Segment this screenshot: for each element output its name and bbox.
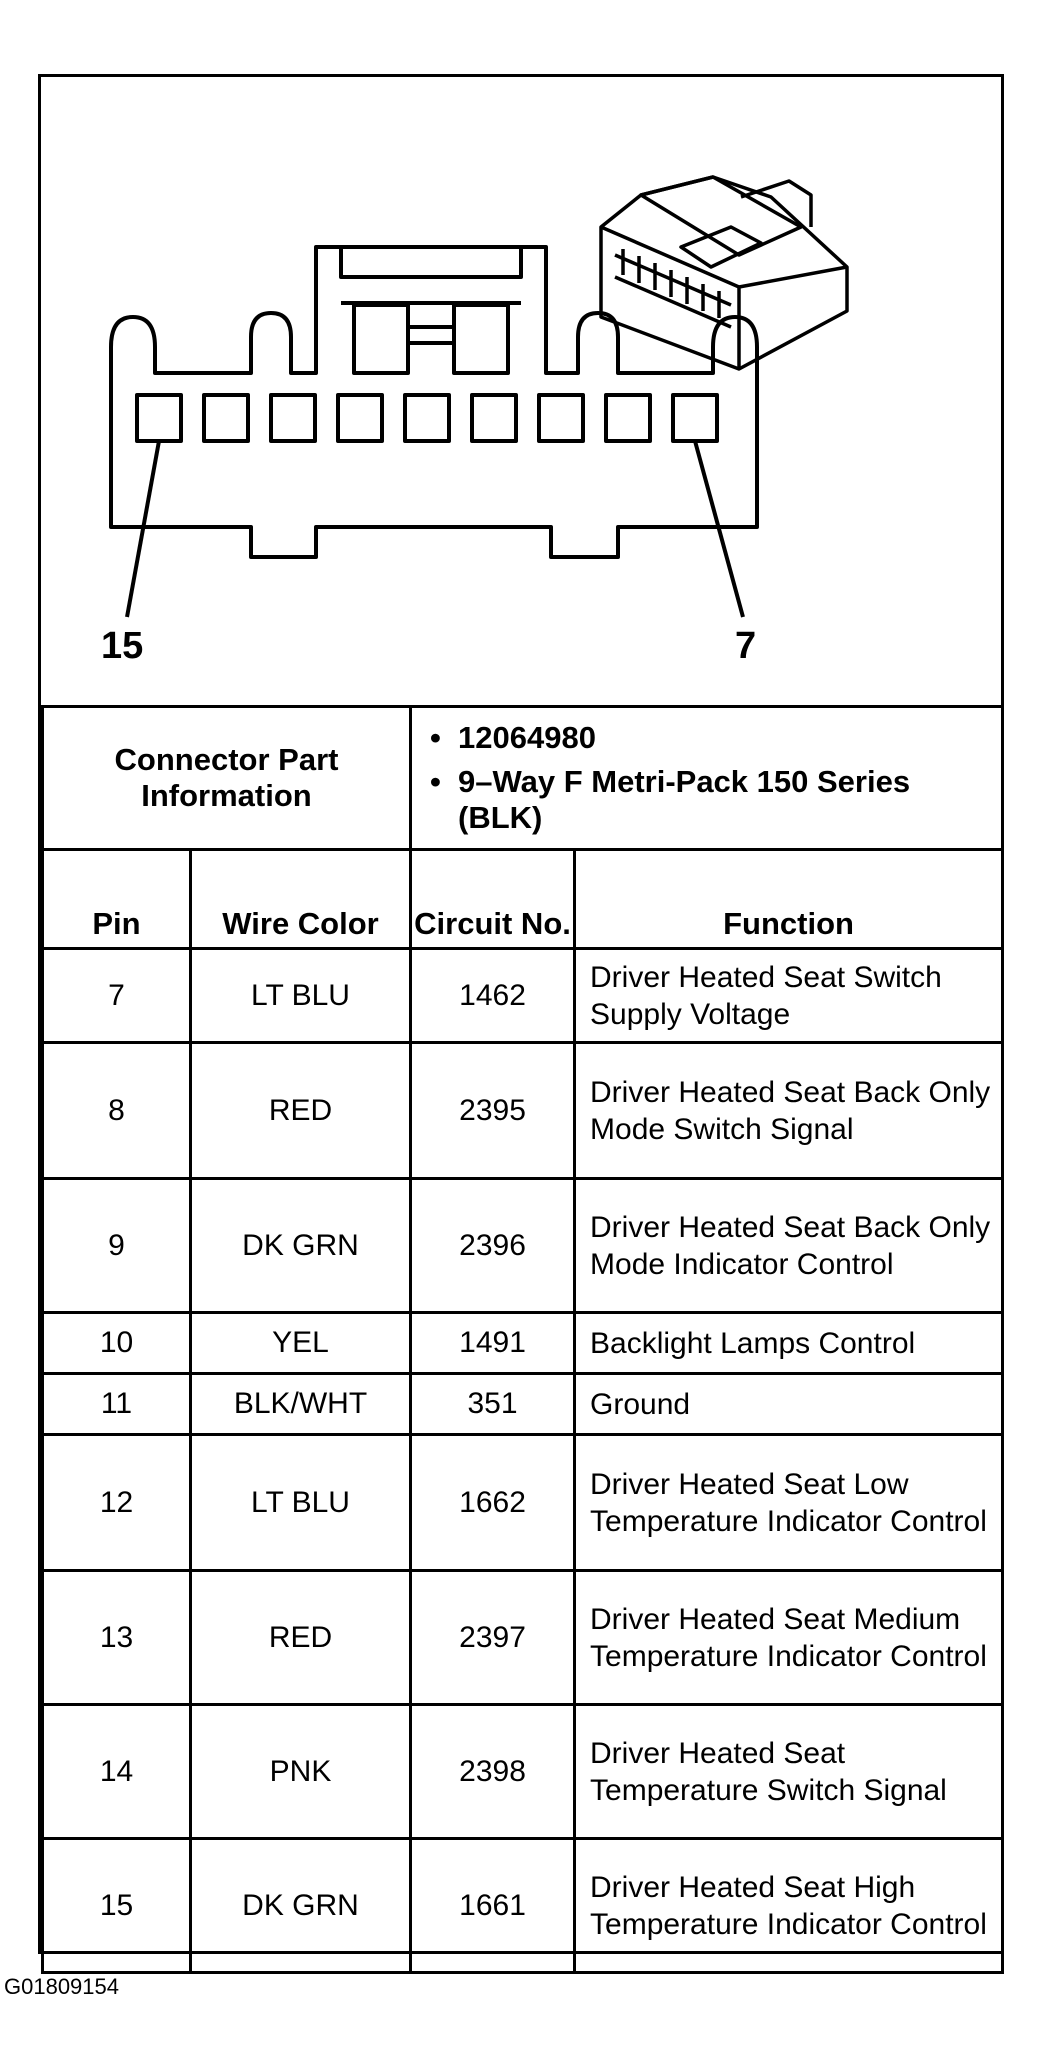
- pin-cell: 11: [43, 1374, 191, 1435]
- pinout-table: [41, 705, 1004, 1974]
- connector-part-info-label: Connector Part Information: [43, 707, 411, 850]
- circuit-cell: 2397: [411, 1571, 575, 1705]
- header-circuit-no: Circuit No.: [411, 850, 575, 949]
- table-row: [43, 1705, 1003, 1839]
- table-row: [43, 1839, 1003, 1973]
- pin-cell: 12: [43, 1435, 191, 1571]
- connector-info-row: [43, 707, 1003, 850]
- connector-3d-view: [601, 177, 847, 369]
- wire-color-cell: RED: [191, 1043, 411, 1179]
- circuit-cell: 1491: [411, 1313, 575, 1374]
- pin-label-15: 15: [101, 625, 144, 667]
- circuit-cell: 351: [411, 1374, 575, 1435]
- function-cell: Driver Heated Seat Low Temperature Indicator Control: [575, 1435, 1003, 1571]
- table-row: [43, 1435, 1003, 1571]
- function-cell: Driver Heated Seat Switch Supply Voltage: [575, 949, 1003, 1043]
- pin-label-7: 7: [735, 625, 757, 667]
- function-cell: Driver Heated Seat High Temperature Indicator Control: [575, 1839, 1003, 1973]
- pin-cell: 10: [43, 1313, 191, 1374]
- wire-color-cell: PNK: [191, 1705, 411, 1839]
- table-row: [43, 1313, 1003, 1374]
- pin-cell: 8: [43, 1043, 191, 1179]
- header-function: Function: [575, 850, 1003, 949]
- wire-color-cell: DK GRN: [191, 1839, 411, 1973]
- figure-id: G01809154: [4, 1974, 119, 1999]
- function-cell: Driver Heated Seat Medium Temperature Indicator Control: [575, 1571, 1003, 1705]
- table-row: [43, 1179, 1003, 1313]
- circuit-cell: 2398: [411, 1705, 575, 1839]
- circuit-cell: 2395: [411, 1043, 575, 1179]
- wire-color-cell: DK GRN: [191, 1179, 411, 1313]
- pin-cell: 7: [43, 949, 191, 1043]
- wire-color-cell: BLK/WHT: [191, 1374, 411, 1435]
- table-row: [43, 1571, 1003, 1705]
- pin-cell: 15: [43, 1839, 191, 1973]
- wire-color-cell: LT BLU: [191, 949, 411, 1043]
- pin-cell: 14: [43, 1705, 191, 1839]
- circuit-cell: 1661: [411, 1839, 575, 1973]
- function-cell: Backlight Lamps Control: [575, 1313, 1003, 1374]
- wire-color-cell: RED: [191, 1571, 411, 1705]
- pin-cell: 13: [43, 1571, 191, 1705]
- header-wire-color: Wire Color: [191, 850, 411, 949]
- function-cell: Driver Heated Seat Back Only Mode Indicator Control: [575, 1179, 1003, 1313]
- connector-document: [38, 74, 1004, 1954]
- wire-color-cell: LT BLU: [191, 1435, 411, 1571]
- function-cell: Driver Heated Seat Temperature Switch Signal: [575, 1705, 1003, 1839]
- connector-face-drawing: [41, 77, 1001, 705]
- table-row: [43, 949, 1003, 1043]
- connector-part-info-values: [411, 707, 1003, 850]
- circuit-cell: 1662: [411, 1435, 575, 1571]
- table-row: [43, 1374, 1003, 1435]
- table-row: [43, 1043, 1003, 1179]
- wire-color-cell: YEL: [191, 1313, 411, 1374]
- header-pin: Pin: [43, 850, 191, 949]
- connector-diagram: [41, 77, 1001, 705]
- function-cell: Ground: [575, 1374, 1003, 1435]
- pin-cell: 9: [43, 1179, 191, 1313]
- circuit-cell: 2396: [411, 1179, 575, 1313]
- circuit-cell: 1462: [411, 949, 575, 1043]
- connector-type: • 9–Way F Metri-Pack 150 Series (BLK): [430, 764, 1001, 836]
- function-cell: Driver Heated Seat Back Only Mode Switch Signal: [575, 1043, 1003, 1179]
- part-number: • 12064980: [430, 720, 1001, 756]
- table-header-row: [43, 850, 1003, 949]
